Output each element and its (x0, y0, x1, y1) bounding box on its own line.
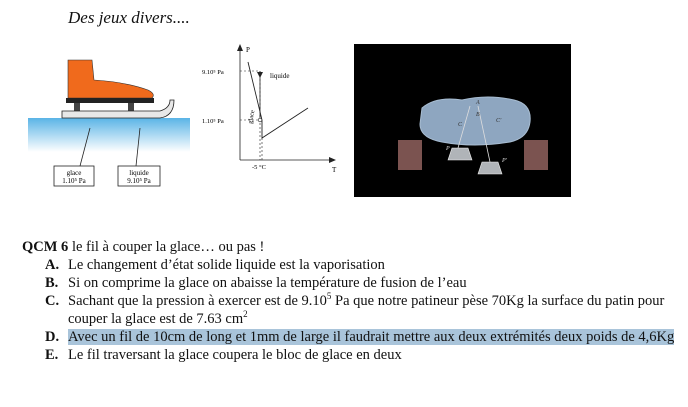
skate-boot (68, 60, 153, 98)
option-text: Le changement d’état solide liquide est la vaporisation (68, 257, 385, 273)
glace-label: glace (66, 169, 82, 177)
qcm-heading-text: le fil à couper la glace… ou pas ! (68, 239, 265, 255)
label-b: B (476, 112, 480, 118)
option-letter: E. (45, 347, 59, 363)
page-title: Des jeux divers.... (68, 8, 190, 27)
option-text: Si on comprime la glace on abaisse la température de fusion de l’eau (68, 275, 467, 291)
option-letter: A. (45, 257, 60, 273)
option-a (22, 256, 682, 274)
option-b (22, 274, 682, 292)
weight-p-prime (478, 162, 502, 174)
glace-pressure: 1.10⁵ Pa (62, 177, 86, 185)
skate-illustration (28, 42, 198, 192)
skate-sole (66, 98, 154, 103)
label-p: P (446, 146, 450, 152)
y-tick-low: 1.10⁵ Pa (202, 118, 224, 125)
phase-diagram (196, 42, 346, 182)
label-p-prime: P' (502, 158, 507, 164)
option-c (22, 292, 682, 328)
option-d (22, 328, 682, 346)
y-axis-label: P (246, 46, 250, 54)
option-letter: B. (45, 275, 59, 291)
label-a: A (476, 100, 480, 106)
weight-p (448, 148, 472, 160)
qcm-heading (22, 238, 682, 256)
qcm-number: QCM 6 (22, 239, 69, 255)
option-text-highlighted: Avec un fil de 10cm de long et 1mm de large il faudrait mettre aux deux extrémités deux poids de 4,6Kg (68, 329, 675, 345)
option-letter: D. (45, 329, 60, 345)
x-tick: -5 °C (252, 164, 266, 171)
option-text: Le fil traversant la glace coupera le bloc de glace en deux (68, 347, 402, 363)
ice-block (28, 118, 190, 152)
qcm-block (22, 238, 682, 364)
option-letter: C. (45, 293, 60, 309)
exponent-2: 2 (243, 309, 248, 320)
option-text-part1: Sachant que la pression à exercer est de 9.10 (68, 293, 327, 309)
label-c-prime: C' (496, 118, 502, 124)
region-glace: glace (247, 109, 257, 125)
option-text-part2: Pa que notre patineur pèse 70Kg la surface du patin pour couper la glace est de 7.63 cm (68, 293, 665, 327)
label-c: C (458, 122, 463, 128)
x-axis-label: T (332, 166, 337, 174)
y-tick-high: 9.10⁵ Pa (202, 69, 224, 76)
region-liquide: liquide (270, 72, 290, 80)
liquide-label: liquide (129, 169, 149, 177)
liquide-pressure: 9.10⁵ Pa (127, 177, 151, 185)
exponent: 5 (326, 291, 332, 302)
ice-wire-illustration (354, 44, 571, 197)
ice-wire-photo (354, 44, 571, 197)
option-e (22, 346, 682, 364)
